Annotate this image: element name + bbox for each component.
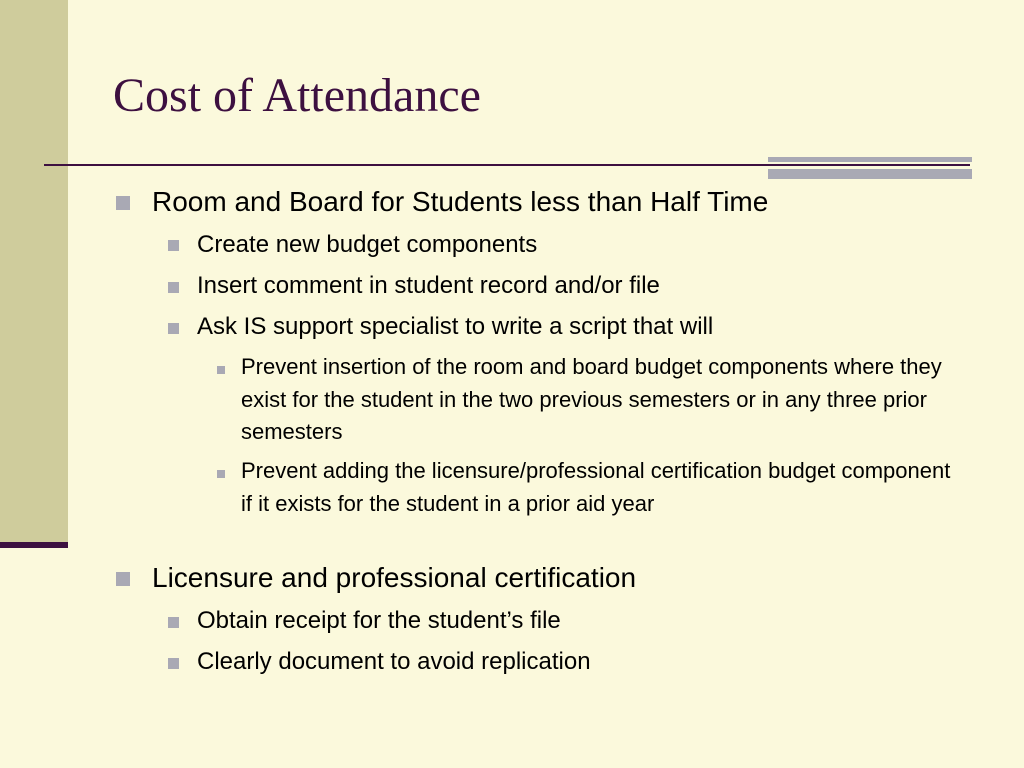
- bullet-level2: Insert comment in student record and/or file: [197, 272, 660, 299]
- bullet-level3: [241, 351, 976, 449]
- bullet-level3: [241, 455, 956, 520]
- bullet-level1: Licensure and professional certification: [152, 562, 637, 593]
- accent-stripe-top: [768, 157, 972, 162]
- square-bullet-icon: [116, 572, 130, 586]
- square-bullet-icon: [116, 196, 130, 210]
- bullet-level2: Clearly document to avoid replication: [197, 648, 591, 675]
- square-bullet-icon: [217, 366, 225, 374]
- bullet-level3-text: Prevent adding the licensure/professional certification budget component if it exists for the student in a prior aid year: [241, 458, 951, 516]
- slide-title: Cost of Attendance: [113, 69, 481, 122]
- bullet-level2: Obtain receipt for the student’s file: [197, 607, 561, 634]
- bullet-level2: Create new budget components: [197, 231, 538, 258]
- bullet-level2: Ask IS support specialist to write a script that will: [197, 313, 714, 340]
- square-bullet-icon: [168, 323, 179, 334]
- bullet-level1: Room and Board for Students less than Half Time: [152, 186, 769, 217]
- square-bullet-icon: [168, 617, 179, 628]
- square-bullet-icon: [217, 470, 225, 478]
- accent-stripe-bottom: [768, 169, 972, 179]
- square-bullet-icon: [168, 240, 179, 251]
- title-divider: [44, 164, 970, 166]
- square-bullet-icon: [168, 658, 179, 669]
- left-decor-line: [0, 542, 68, 548]
- square-bullet-icon: [168, 282, 179, 293]
- left-decor-bar: [0, 0, 68, 542]
- bullet-level3-text: Prevent insertion of the room and board budget components where they exist for the student in the two previous semesters or in any three prior semesters: [241, 354, 942, 444]
